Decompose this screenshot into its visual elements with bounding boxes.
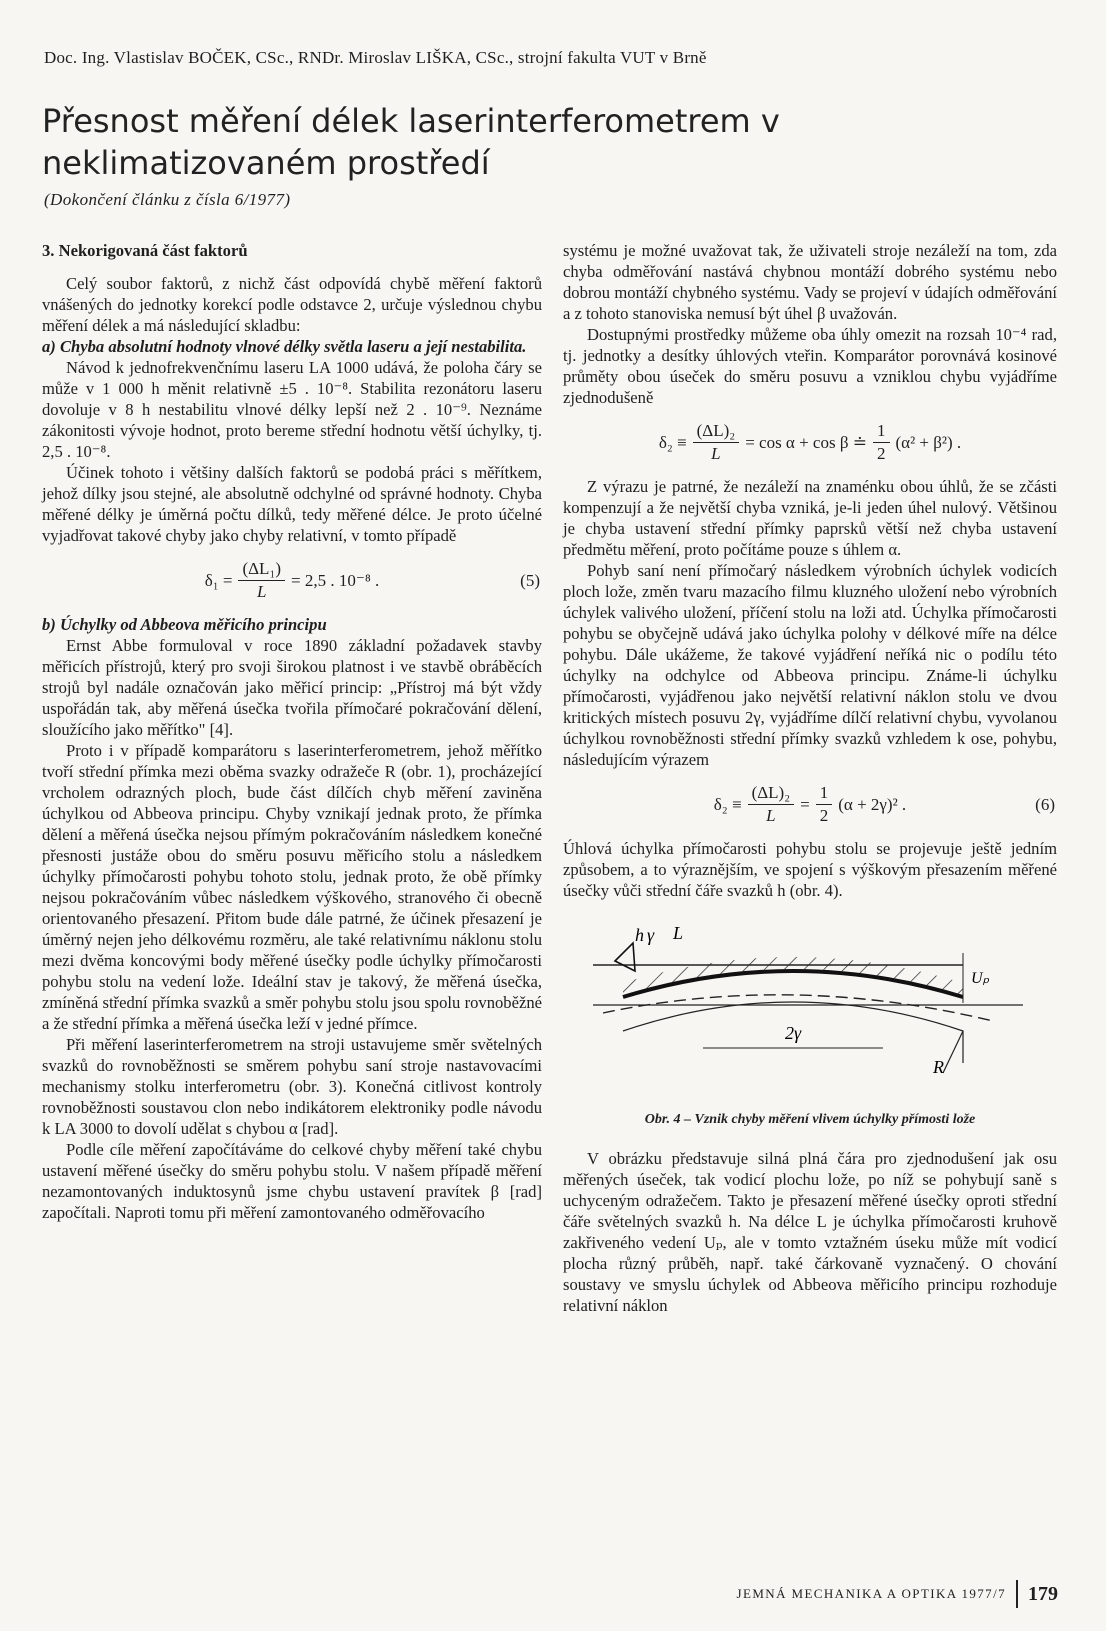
eq-fraction-half	[816, 782, 833, 827]
figure-4-diagram	[563, 913, 1057, 1103]
eq-middle: =	[800, 794, 810, 814]
paragraph: Při měření laserinterferometrem na stroji ustavujeme směr světelných svazků do rovnoběžnosti se směrem pohybu saní stroje nastavovacími mechanismy stolku interferometru (obr. 3). Konečná citlivost kontroly rovnoběžnosti soustavou clon nebo indikátorem elektroniky podle návodu k LA 3000 to dovolí udělat s chybou α [rad].	[42, 1035, 542, 1138]
eq-denominator: L	[711, 443, 721, 463]
eq-number: (5)	[520, 571, 540, 590]
footer-divider	[1016, 1580, 1018, 1608]
paragraph: Účinek tohoto i většiny dalších faktorů se podobá práci s měřítkem, jehož dílky jsou stejné, ale absolutně odchylné od správné hodnoty. Chyba měřené délky je úměrná počtu dílků, tedy měřené délce. Je proto účelné vyjadřovat takové chyby jako chyby relativní, v tomto případě	[42, 463, 542, 545]
eq-denominator: L	[257, 581, 267, 601]
radius-line	[943, 1031, 963, 1073]
label-h: h	[635, 925, 644, 945]
journal-name: JEMNÁ MECHANIKA A OPTIKA 1977/7	[736, 1586, 1006, 1601]
left-column	[42, 240, 542, 1223]
label-2gamma: 2γ	[785, 1023, 802, 1043]
authors-line: Doc. Ing. Vlastislav BOČEK, CSc., RNDr. Miroslav LIŠKA, CSc., strojní fakulta VUT v Brně	[44, 48, 707, 67]
paragraph: Celý soubor faktorů, z nichž část odpovídá chybě měření faktorů vnášených do jednotky korekcí podle odstavce 2, určuje výslednou chybu měření délek a má následující skladbu:	[42, 274, 542, 335]
paragraph: Pohyb saní není přímočarý následkem výrobních úchylek vodicích ploch lože, změn tvaru mazacího filmu kluzného uložení nebo výrobních úchylek valivého uložení, příčení stolu na loži atd. Úchylka přímočarosti pohybu se obyčejně udává jako úchylka polohy v délkové míře na délce pohybu. Dále ukážeme, že takové vyjádření neříká nic o podílu této úchylky na odchylce od Abbeova principu. Známe-li úchylku přímočarosti, vyjádřenou jako největší relativní náklon stolu ve dvou kritických místech posuvu 2γ, vyjádříme dílčí relativní chybu, vyvolanou úchylkou rovnoběžnosti střední přímky svazků vzhledem k ose, pohybu, následujícím výrazem	[563, 561, 1057, 769]
eq-rhs: = 2,5 . 10⁻⁸ .	[291, 570, 380, 590]
eq-number: (6)	[1035, 795, 1055, 814]
article-subtitle: (Dokončení článku z čísla 6/1977)	[44, 190, 291, 209]
label-R: R	[933, 1057, 944, 1077]
eq-denominator: L	[766, 805, 776, 825]
label-L: L	[673, 923, 684, 943]
paragraph: V obrázku představuje silná plná čára pro zjednodušení jak osu měřených úseček, tak vodicí plochu lože, po níž se pohybují saně s uchyceným odražečem. Takto je přesazení měřené úsečky oproti střední čáře světelných svazků h. Na délce L je úchylka přímočarosti kruhově zakřiveného vedení Uₚ, ale v tomto vztažném úseku může mít vodicí plocha různý průběh, např. také čárkovaně vyznačený. O chování soustavy ve smyslu úchylek od Abbeova měřicího principu rozhoduje relativní náklon	[563, 1149, 1057, 1315]
dashed-guide	[603, 995, 993, 1021]
eq-denominator: 2	[819, 805, 829, 825]
eq-numerator: (ΔL)₂	[693, 420, 740, 443]
paragraph: Návod k jednofrekvenčnímu laseru LA 1000 udává, že poloha čáry se může v 1 000 h měnit relativně ±5 . 10⁻⁸. Stabilita rezonátoru laseru dovoluje v 8 h nestabilitu vlnové délky lepší než 2 . 10⁻⁹. Neznáme zákonitosti vývoje hodnot, proto bereme střední hodnotu větší úchylky, tj. 2,5 . 10⁻⁸.	[42, 358, 542, 461]
right-column	[563, 240, 1057, 1316]
eq-middle: = cos α + cos β ≐	[745, 432, 867, 452]
paragraph: Z výrazu je patrné, že nezáleží na znaménku obou úhlů, že se zčásti kompenzují a že největší chyba vzniká, je-li jeden úhel nulový. Většinou je chyba ustavení střední přímky paprsků větší než chyba ustavení předmětu měření, proto počítáme pouze s úhlem α.	[563, 477, 1057, 559]
list-item-b: b) Úchylky od Abbeova měřicího principu	[42, 615, 327, 634]
label-Up: Uₚ	[971, 970, 990, 987]
eq-lhs: δ₁ =	[204, 570, 233, 590]
eq-numerator: 1	[816, 782, 833, 805]
hatched-guide	[623, 957, 963, 995]
paragraph: Dostupnými prostředky můžeme oba úhly omezit na rozsah 10⁻⁴ rad, tj. jednotky a desítky úhlových vteřin. Komparátor porovnává kosinové průměty obou úseček do směru posuvu a vzniklou chybu vyjádříme zjednodušeně	[563, 325, 1057, 407]
list-item-a: a) Chyba absolutní hodnoty vlnové délky světla laseru a její nestabilita.	[42, 337, 527, 356]
equation-cos	[563, 414, 1057, 470]
paragraph: Ernst Abbe formuloval v roce 1890 základní požadavek stavby měřicích přístrojů, který pro svoji širokou platnost i ve stavbě obráběcích strojů byl nadále označován jako měřicí princip: „Přístroj má být vždy uspořádán tak, aby měřená úsečka tvořila přímočaré pokračování dělení, sloužícího jako měřítko" [4].	[42, 636, 542, 739]
eq-numerator: 1	[873, 420, 890, 443]
equation-5	[42, 552, 542, 608]
article-title: Přesnost měření délek laserinterferometrem v neklimatizovaném prostředí	[42, 102, 780, 182]
eq-numerator: (ΔL₁)	[238, 558, 285, 581]
eq-lhs: δ₂ ≡	[658, 432, 687, 452]
label-gamma: γ	[647, 925, 655, 945]
reflector-shape	[615, 943, 635, 971]
figure-caption: Obr. 4 – Vznik chyby měření vlivem úchylky přímosti lože	[644, 1112, 976, 1127]
section-heading: 3. Nekorigovaná část faktorů	[42, 241, 248, 260]
equation-6	[563, 776, 1057, 832]
eq-numerator: (ΔL)₂	[748, 782, 795, 805]
paragraph: Podle cíle měření započítáváme do celkové chyby měření také chybu ustavení měřené úsečky do směru pohybu stolu. V našem případě měření nezamontovaných induktosynů jsme chybu ustavení pravítek β [rad] započítali. Naproti tomu při měření zamontovaného odměřovacího	[42, 1140, 542, 1222]
eq-fraction	[748, 782, 795, 827]
figure-4	[563, 913, 1057, 1103]
eq-fraction	[693, 420, 740, 465]
page-footer	[737, 1580, 1058, 1608]
eq-fraction-half	[873, 420, 890, 465]
paragraph: Proto i v případě komparátoru s laserinterferometrem, jehož měřítko tvoří střední přímka mezi oběma svazky odražeče R (obr. 1), procházející vrcholem odrazných ploch, bude část dílčích chyb měření zaviněna úchylkou od Abbeova principu. Chyby vznikají jednak proto, že přímka dělení a měřená úsečka nejsou přímým pokračováním následkem konečné přesnosti justáže obou do směru posuvu měřicího stolu a následkem úchylky přímočarosti pohybu tohoto stolu, jednak proto, že obě přímky nejsou pokračováním vůbec následkem výškového, stranového či obecně orientovaného přesazení. Přitom bude dále patrné, že účinek přesazení je úměrný nejen jeho délkovému rozměru, ale také relativnímu náklonu stolu mezi dvěma koncovými body měřené úsečky podle úchylky přímočarosti pohybu stolu na vedení lože. Ideální stav je takový, že měřená úsečka, zmíněná střední přímka svazků a směr pohybu stolu jsou spolu rovnoběžné a že střední přímka a měřená úsečka leží v jedné přímce.	[42, 741, 542, 1033]
eq-fraction	[238, 558, 285, 603]
eq-rhs: (α + 2γ)² .	[838, 794, 907, 814]
paragraph: Úhlová úchylka přímočarosti pohybu stolu se projevuje ještě jedním způsobem, a to výraznějším, ve spojení s výškovým přesazením měřené úsečky vůči střední čáře svazků h (obr. 4).	[563, 839, 1057, 900]
eq-denominator: 2	[877, 443, 886, 463]
eq-lhs: δ₂ ≡	[713, 794, 742, 814]
paragraph: systému je možné uvažovat tak, že uživateli stroje nezáleží na tom, zda chyba odměřování nastává chybnou montáží dobrého systému nebo dobrou montáží chybného systému. Vady se projeví v údajích odměřování a z tohoto stanoviska nemusí být úhel β uvažován.	[563, 241, 1057, 323]
eq-rhs: (α² + β²) .	[895, 432, 962, 452]
page-number: 179	[1028, 1582, 1058, 1605]
